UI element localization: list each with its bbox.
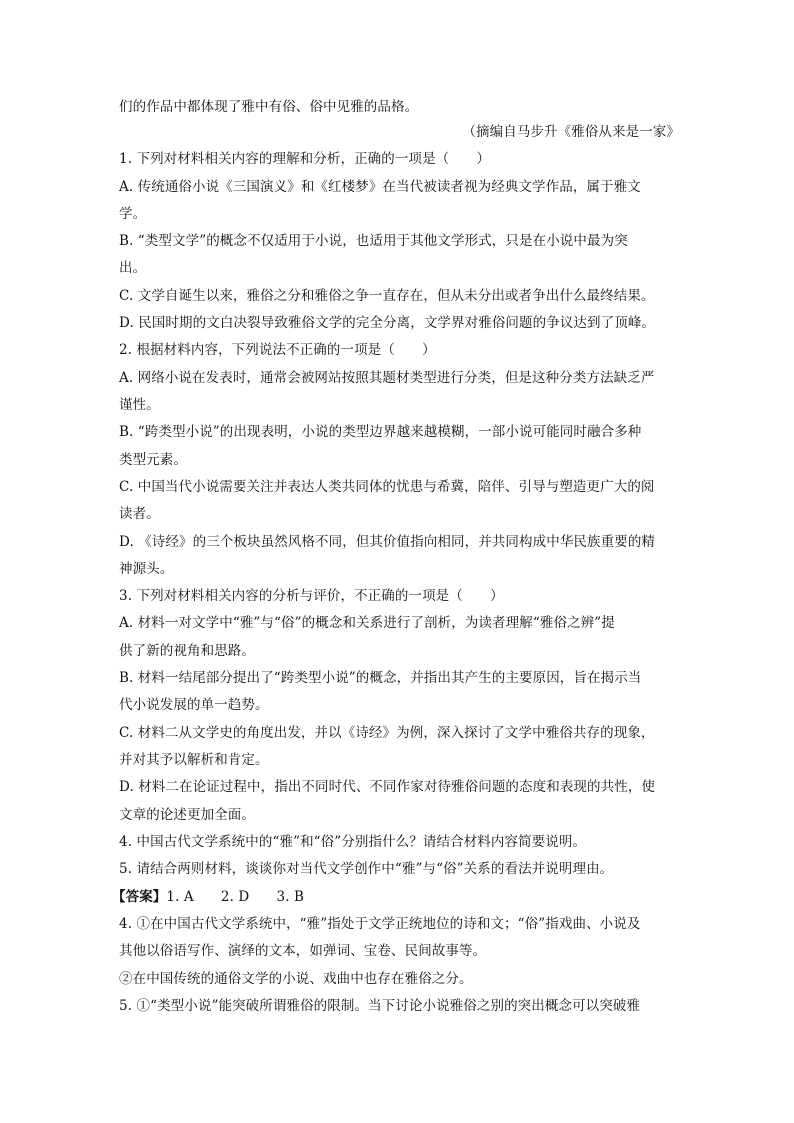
source-citation: （摘编自马步升《雅俗从来是一家》 xyxy=(462,124,680,140)
question-5: 5. 请结合两则材料，谈谈你对当代文学创作中“雅”与“俗”关系的看法并说明理由。 xyxy=(119,861,614,877)
q3-option-a-cont: 供了新的视角和思路。 xyxy=(119,643,255,659)
question-2-stem: 2. 根据材料内容，下列说法不正确的一项是（ ） xyxy=(119,342,436,358)
q3-option-d: D. 材料二在论证过程中，指出不同时代、不同作家对待雅俗问题的态度和表现的共性，使 xyxy=(119,779,656,795)
q3-option-d-cont: 文章的论述更加全面。 xyxy=(119,807,255,823)
q1-option-b-cont: 出。 xyxy=(119,260,147,276)
q2-option-b-cont: 类型元素。 xyxy=(119,452,187,468)
q2-option-a-cont: 谨性。 xyxy=(119,397,160,413)
q2-option-d: D. 《诗经》的三个板块虽然风格不同，但其价值指向相同，并共同构成中华民族重要的精 xyxy=(119,534,656,550)
q1-option-a: A. 传统通俗小说《三国演义》和《红楼梦》在当代被读者视为经典文学作品，属于雅文 xyxy=(119,179,641,195)
q1-option-b: B. “类型文学”的概念不仅适用于小说，也适用于其他文学形式，只是在小说中最为突 xyxy=(119,233,628,249)
q2-option-c-cont: 读者。 xyxy=(119,506,160,522)
q2-option-a: A. 网络小说在发表时，通常会被网站按照其题材类型进行分类，但是这种分类方法缺乏严 xyxy=(119,370,655,386)
intro-line: 们的作品中都体现了雅中有俗、俗中见雅的品格。 xyxy=(119,99,419,115)
answer-5-line-1: 5. ①“类型小说”能突破所谓雅俗的限制。当下讨论小说雅俗之别的突出概念可以突破雅 xyxy=(119,998,641,1014)
q3-option-c-cont: 并对其予以解析和肯定。 xyxy=(119,752,269,768)
q2-option-b: B. “跨类型小说”的出现表明，小说的类型边界越来越模糊，一部小说可能同时融合多种 xyxy=(119,424,642,440)
answer-line xyxy=(112,888,672,906)
answer-4-line-3: ②在中国传统的通俗文学的小说、戏曲中也存在雅俗之分。 xyxy=(119,971,473,987)
question-3-stem: 3. 下列对材料相关内容的分析与评价，不正确的一项是（ ） xyxy=(119,588,504,604)
question-4: 4. 中国古代文学系统中的“雅”和“俗”分别指什么？请结合材料内容简要说明。 xyxy=(119,834,587,850)
q3-option-b-cont: 代小说发展的单一趋势。 xyxy=(119,697,269,713)
answer-4-line-1: 4. ①在中国古代文学系统中，“雅”指处于文学正统地位的诗和文；“俗”指戏曲、小说及 xyxy=(119,916,641,932)
q3-option-a: A. 材料一对文学中“雅”与“俗”的概念和关系进行了剖析，为读者理解“雅俗之辨”提 xyxy=(119,615,615,631)
q2-option-d-cont: 神源头。 xyxy=(119,561,174,577)
q1-option-d: D. 民国时期的文白决裂导致雅俗文学的完全分离，文学界对雅俗问题的争议达到了顶峰。 xyxy=(119,315,656,331)
q1-option-c: C. 文学自诞生以来，雅俗之分和雅俗之争一直存在，但从未分出或者争出什么最终结果。 xyxy=(119,288,655,304)
answer-label: 【答案】 xyxy=(112,889,167,905)
answer-values: 1. A 2. D 3. B xyxy=(166,889,305,905)
q3-option-c: C. 材料二从文学史的角度出发，并以《诗经》为例，深入探讨了文学中雅俗共存的现象， xyxy=(119,725,655,741)
answer-4-line-2: 其他以俗语写作、演绎的文本，如弹词、宝卷、民间故事等。 xyxy=(119,943,487,959)
q1-option-a-cont: 学。 xyxy=(119,206,147,222)
question-1-stem: 1. 下列对材料相关内容的理解和分析，正确的一项是（ ） xyxy=(119,151,491,167)
q2-option-c: C. 中国当代小说需要关注并表达人类共同体的忧患与希冀，陪伴、引导与塑造更广大的阅 xyxy=(119,479,655,495)
q3-option-b: B. 材料一结尾部分提出了“跨类型小说”的概念，并指出其产生的主要原因，旨在揭示当 xyxy=(119,670,642,686)
